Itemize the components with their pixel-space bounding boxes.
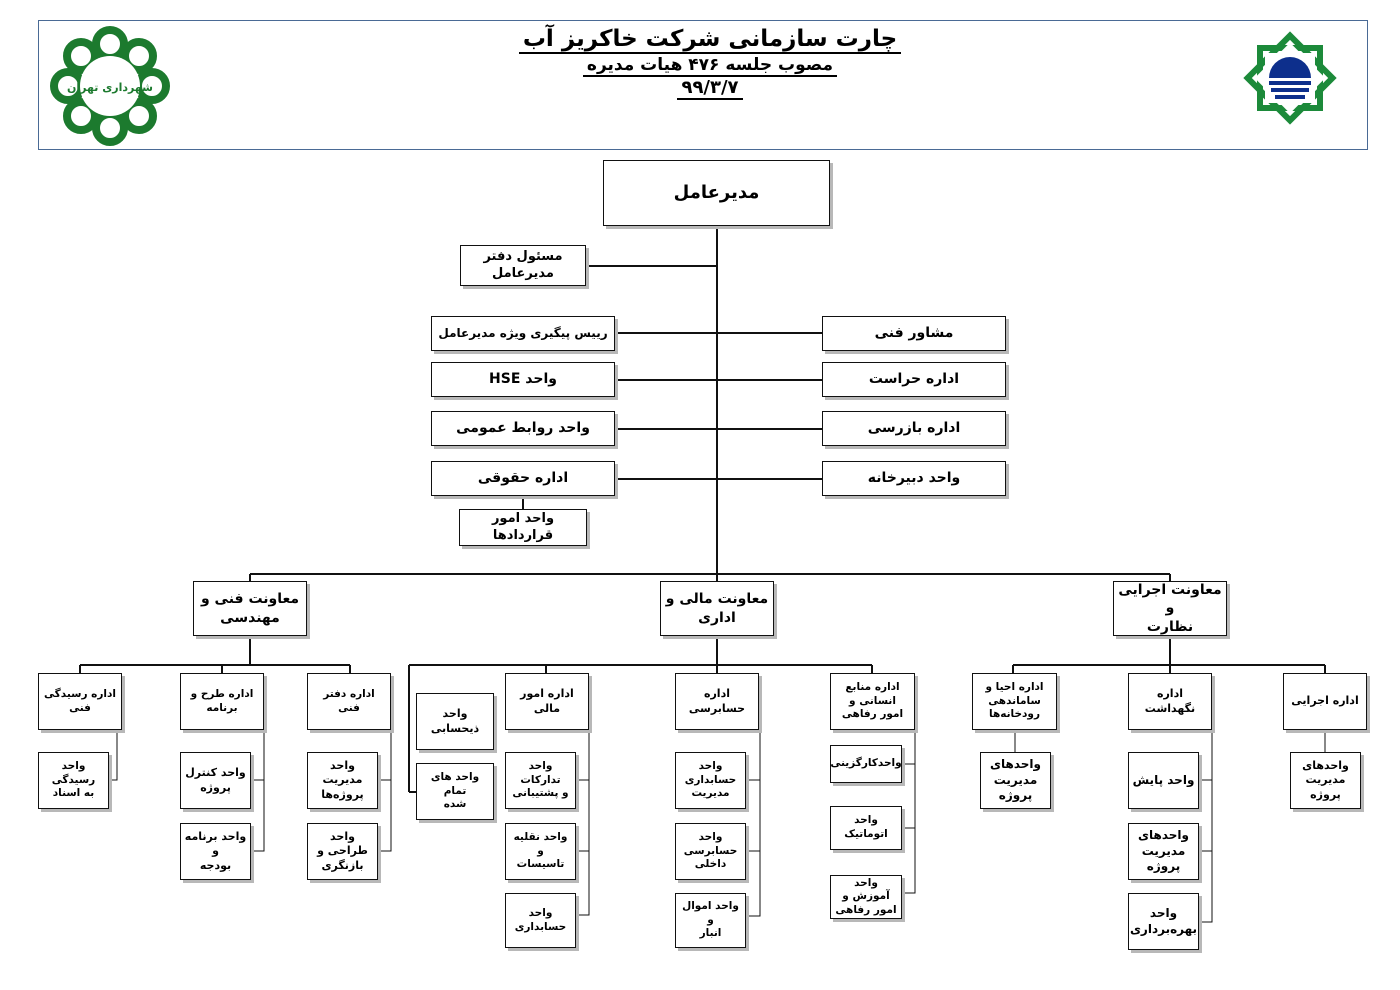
node-dept-maintenance[interactable]: اداره نگهداشت xyxy=(1128,673,1212,730)
logo-text: شهرداری تهران xyxy=(67,81,153,94)
node-vp-finance[interactable]: معاونت مالی و اداری xyxy=(660,581,774,636)
node-unit-transport[interactable]: واحد نقلیه و تاسیسات xyxy=(505,823,576,880)
node-unit-accounting[interactable]: واحد حسابداری xyxy=(505,893,576,948)
node-tech-advisor[interactable]: مشاور فنی xyxy=(822,316,1006,351)
node-pr[interactable]: واحد روابط عمومی xyxy=(431,411,615,446)
node-vp-tech[interactable]: معاونت فنی و مهندسی xyxy=(193,581,307,636)
node-dept-tech-office[interactable]: اداره دفتر فنی xyxy=(307,673,391,730)
node-dept-plan[interactable]: اداره طرح و برنامه xyxy=(180,673,264,730)
chart-date: ۹۹/۳/۷ xyxy=(430,77,990,98)
node-unit-training[interactable]: واحد آموزش و امور رفاهی xyxy=(830,875,902,919)
node-unit-internal-audit[interactable]: واحد حسابرسی داخلی xyxy=(675,823,746,880)
node-unit-completed[interactable]: واحد های تمام شده xyxy=(416,763,494,820)
node-ceo[interactable]: مدیرعامل xyxy=(603,160,830,226)
node-followup[interactable]: رییس پیگیری ویژه مدیرعامل xyxy=(431,316,615,351)
node-secretariat[interactable]: واحد دبیرخانه xyxy=(822,461,1006,496)
node-unit-design[interactable]: واحد طراحی و بازنگری xyxy=(307,823,378,880)
node-hse[interactable]: واحد HSE xyxy=(431,362,615,397)
node-dept-revival[interactable]: اداره احیا و ساماندهی رودخانه‌ها xyxy=(972,673,1057,730)
khakriz-ab-logo xyxy=(1235,23,1345,133)
node-security[interactable]: اداره حراست xyxy=(822,362,1006,397)
node-dept-exec[interactable]: اداره اجرایی xyxy=(1283,673,1367,730)
node-unit-automation[interactable]: واحد اتوماتیک xyxy=(830,806,902,850)
chart-title: چارت سازمانی شرکت خاکریز آب xyxy=(430,26,990,52)
node-dept-hr[interactable]: اداره منابع انسانی و امور رفاهی xyxy=(830,673,915,730)
node-unit-pm-revival[interactable]: واحدهای مدیریت پروژه xyxy=(980,752,1051,809)
node-legal[interactable]: اداره حقوقی xyxy=(431,461,615,496)
node-unit-mgmt-accounting[interactable]: واحد حسابداری مدیریت xyxy=(675,752,746,809)
node-unit-assets[interactable]: واحد اموال و انبار xyxy=(675,893,746,948)
node-unit-pm-maint[interactable]: واحدهای مدیریت پروژه xyxy=(1128,823,1199,880)
node-unit-pm-exec[interactable]: واحدهای مدیریت پروژه xyxy=(1290,752,1361,809)
node-unit-doc-review[interactable]: واحد رسیدگی به اسناد xyxy=(38,752,109,809)
node-dept-finance[interactable]: اداره امور مالی xyxy=(505,673,589,730)
node-vp-exec[interactable]: معاونت اجرایی و نظارت xyxy=(1113,581,1227,636)
node-unit-project-control[interactable]: واحد کنترل پروژه xyxy=(180,752,251,809)
node-unit-recruitment[interactable]: واحدکارگزینی xyxy=(830,745,902,783)
node-dept-audit[interactable]: اداره حسابرسی xyxy=(675,673,759,730)
node-inspection[interactable]: اداره بازرسی xyxy=(822,411,1006,446)
node-dept-tech-review[interactable]: اداره رسیدگی فنی xyxy=(38,673,122,730)
node-unit-procurement[interactable]: واحد تدارکات و پشتیبانی xyxy=(505,752,576,809)
tehran-municipality-logo xyxy=(50,26,170,146)
node-ceo-office[interactable]: مسئول دفتر مدیرعامل xyxy=(460,245,586,286)
node-unit-it[interactable]: واحد ذیحسابی xyxy=(416,693,494,750)
node-unit-monitoring[interactable]: واحد پایش xyxy=(1128,752,1199,809)
node-contracts[interactable]: واحد امور قراردادها xyxy=(459,509,587,546)
node-unit-proj-mgmt[interactable]: واحد مدیریت پروژه‌ها xyxy=(307,752,378,809)
node-unit-budget[interactable]: واحد برنامه و بودجه xyxy=(180,823,251,880)
node-unit-operation[interactable]: واحد بهره‌برداری xyxy=(1128,893,1199,950)
chart-subtitle: مصوب جلسه ۴۷۶ هیات مدیره xyxy=(430,55,990,75)
